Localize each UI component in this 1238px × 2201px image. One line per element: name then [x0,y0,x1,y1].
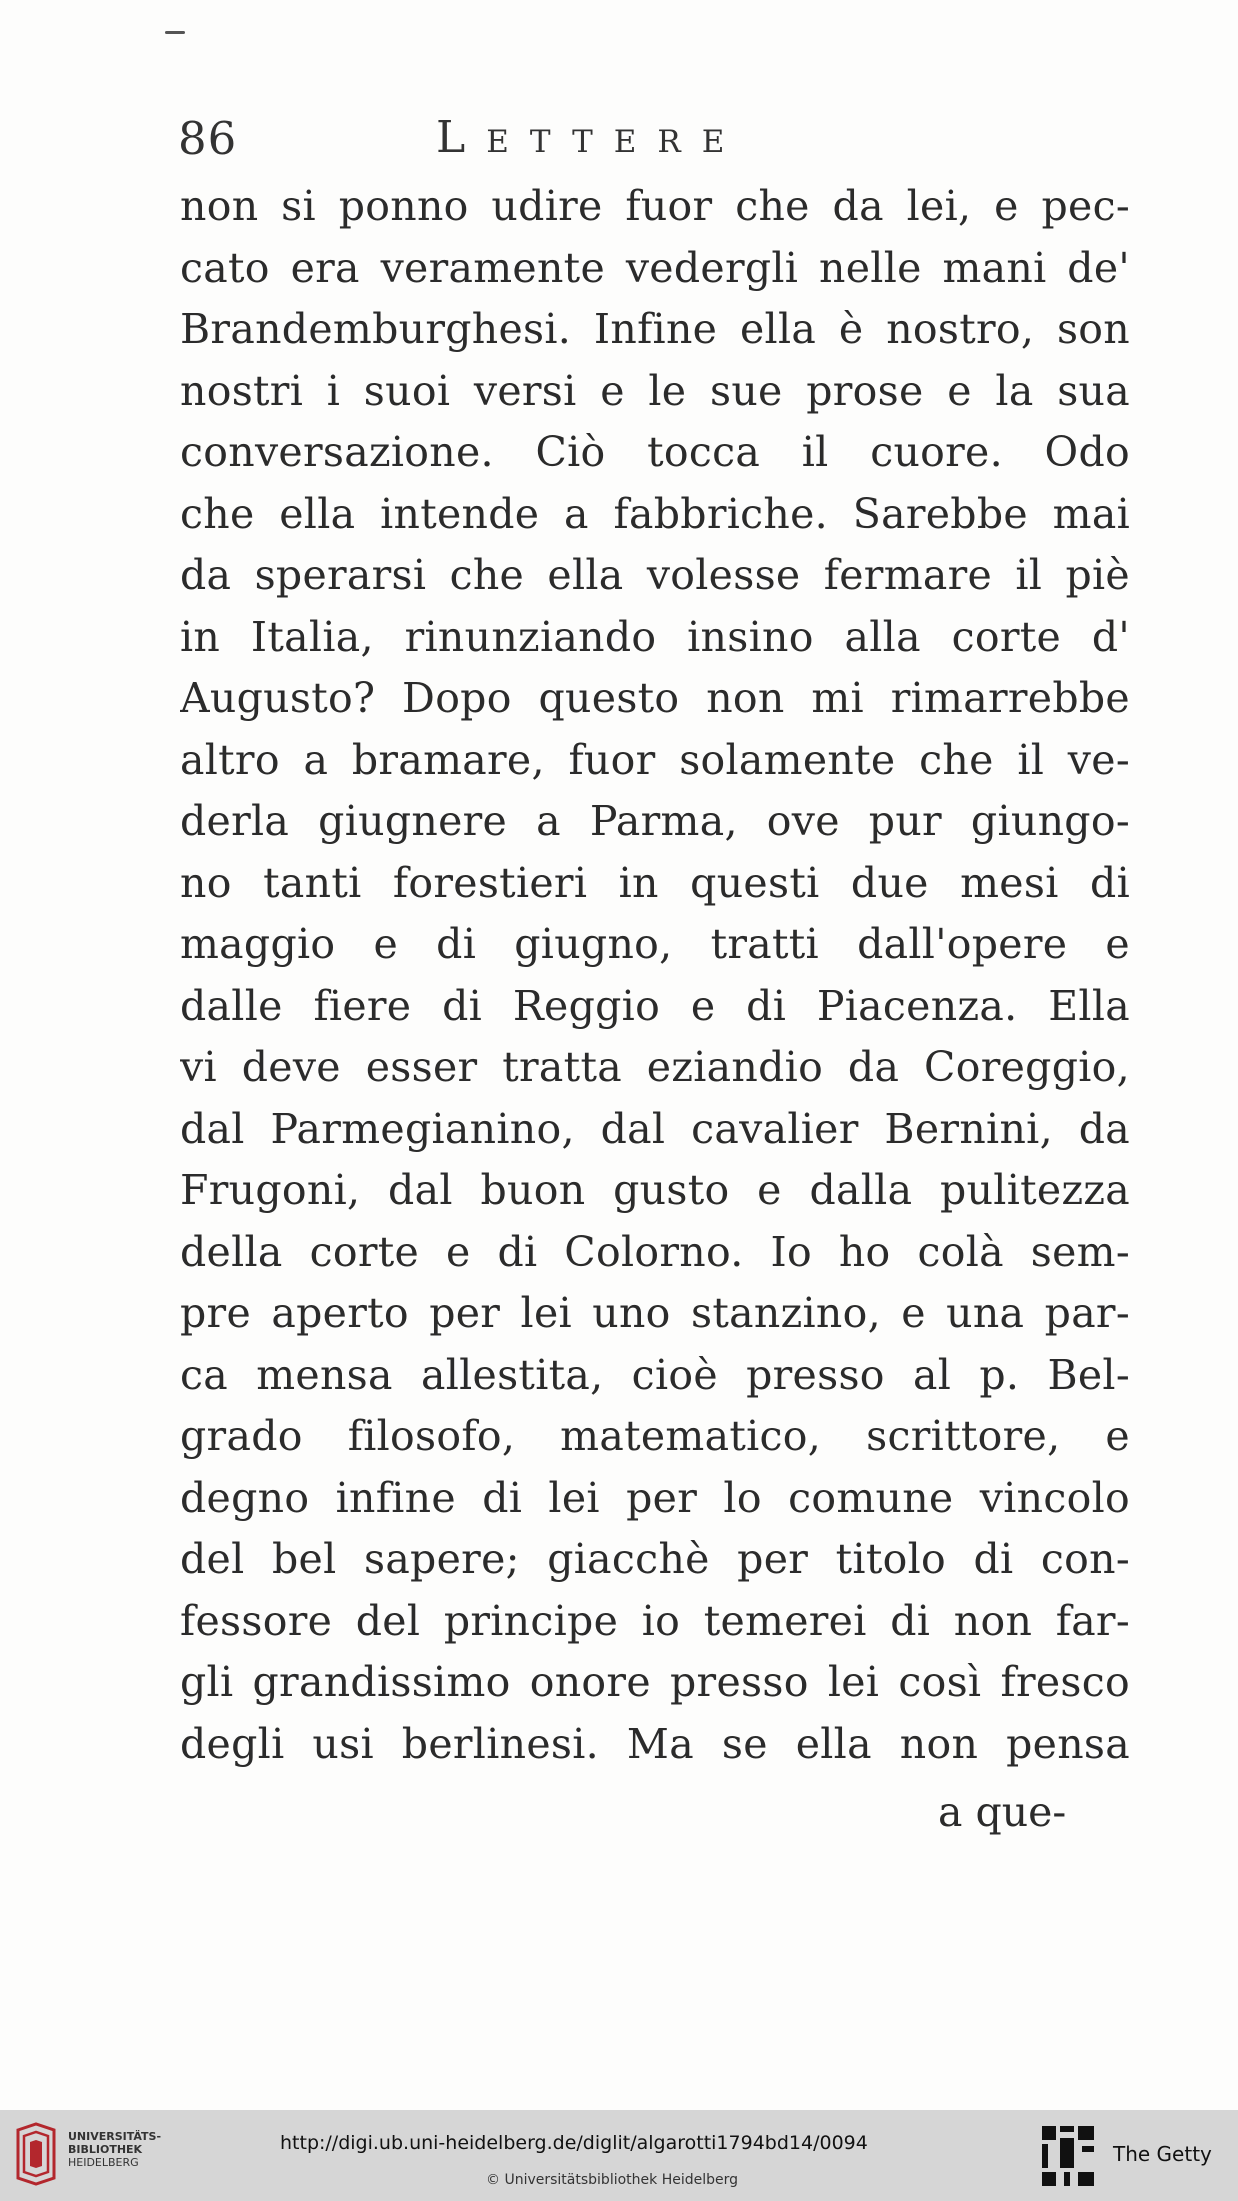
text-line: pre aperto per lei uno stanzino, e una par- [180,1289,1130,1337]
ink-speck [165,31,185,34]
text-line: che ella intende a fabbriche. Sarebbe mai [180,489,1130,538]
viewer-footer-bar [0,2110,1238,2201]
text-line: ca mensa allestita, cioè presso al p. Bel- [180,1350,1130,1399]
text-line: Frugoni, dal buon gusto e dalla pulitezza [180,1166,1130,1214]
text-line: vi deve esser tratta eziandio da Coreggio, [180,1043,1130,1091]
university-library-name [68,2130,161,2169]
catchword: a que- [938,1788,1067,1836]
text-line: cato era veramente vedergli nelle mani de' [180,243,1130,292]
text-line: dalle fiere di Reggio e di Piacenza. Ella [180,981,1130,1030]
running-title: Lettere [436,112,746,163]
text-line: Augusto? Dopo questo non mi rimarrebbe [180,674,1130,722]
copyright-notice: © Universitätsbibliothek Heidelberg [486,2172,739,2188]
text-line: altro a bramare, fuor solamente che il ve- [180,735,1130,784]
library-name-line: HEIDELBERG [68,2156,139,2169]
text-line: nostri i suoi versi e le sue prose e la sua [180,366,1130,415]
text-line: degno infine di lei per lo comune vincolo [180,1473,1130,1522]
university-library-logo-icon [14,2122,58,2186]
text-line: in Italia, rinunziando insino alla corte d' [180,612,1130,661]
text-line: Brandemburghesi. Infine ella è nostro, son [180,305,1130,353]
text-line: non si ponno udire fuor che da lei, e pec- [180,182,1130,230]
page-number: 86 [178,112,238,165]
library-name-line: BIBLIOTHEK [68,2143,143,2156]
text-line: grado filosofo, matematico, scrittore, e [180,1412,1130,1460]
text-line: fessore del principe io temerei di non far- [180,1596,1130,1645]
text-line: degli usi berlinesi. Ma se ella non pensa [180,1719,1130,1768]
text-line: no tanti forestieri in questi due mesi di [180,858,1130,907]
sponsor-name: The Getty [1113,2142,1212,2166]
page-header [178,112,898,172]
text-line: del bel sapere; giacchè per titolo di con- [180,1535,1130,1583]
text-line: dal Parmegianino, dal cavalier Bernini, da [180,1104,1130,1153]
permalink-url[interactable]: http://digi.ub.uni-heidelberg.de/diglit/algarotti1794bd14/0094 [280,2132,868,2154]
text-line: da sperarsi che ella volesse fermare il piè [180,551,1130,599]
text-line: gli grandissimo onore presso lei così fresco [180,1658,1130,1706]
library-name-line: UNIVERSITÄTS- [68,2130,162,2143]
text-line: della corte e di Colorno. Io ho colà sem- [180,1227,1130,1276]
text-line: conversazione. Ciò tocca il cuore. Odo [180,428,1130,476]
letter-body-text [180,176,1130,1775]
text-line: maggio e di giugno, tratti dall'opere e [180,920,1130,968]
getty-logo-icon [1040,2124,1096,2188]
text-line: derla giugnere a Parma, ove pur giungo- [180,797,1130,845]
